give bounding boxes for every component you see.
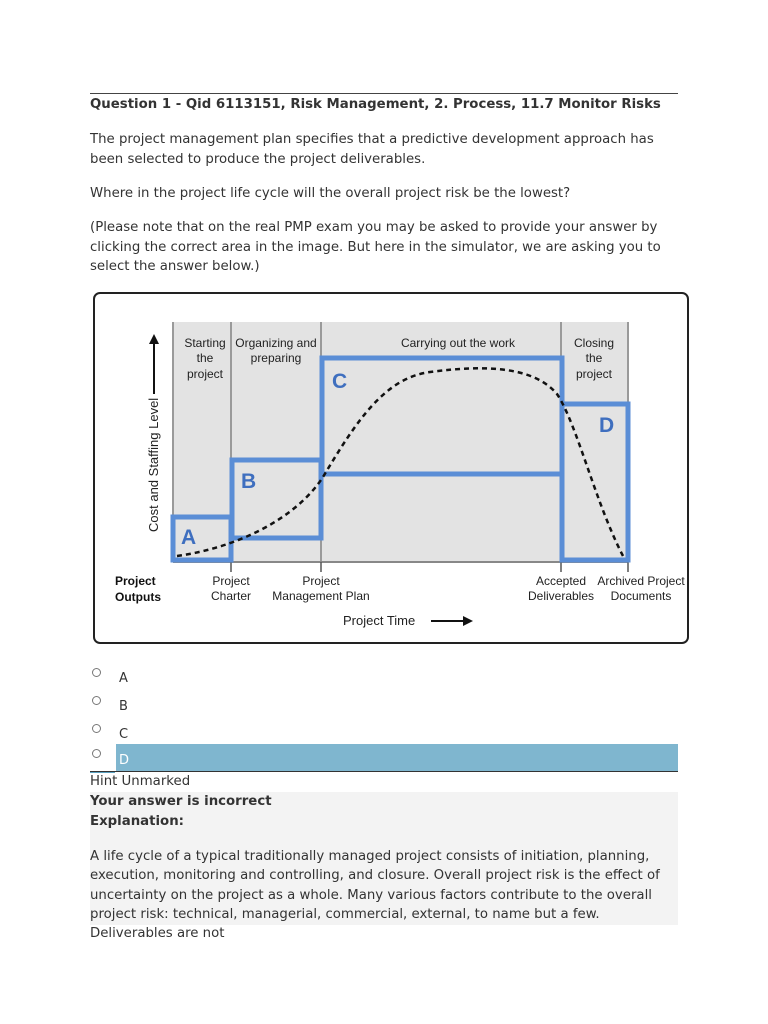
option-c[interactable] — [90, 719, 678, 747]
phase-label: the — [196, 351, 214, 365]
option-label: C — [119, 727, 129, 742]
output-label: Documents — [610, 589, 672, 603]
project-life-cycle-figure — [93, 292, 689, 644]
output-label: Accepted — [535, 574, 587, 588]
radio-button[interactable] — [92, 696, 101, 705]
y-axis-arrowhead — [149, 334, 159, 344]
output-label: Archived Project — [597, 574, 685, 588]
option-a[interactable] — [90, 663, 678, 691]
box-b-label: B — [241, 470, 257, 493]
option-label: B — [119, 699, 128, 714]
question-title: Question 1 - Qid 6113151, Risk Management, 2. Process, 11.7 Monitor Risks — [90, 97, 661, 112]
output-label: Project — [302, 574, 340, 588]
box-a-label: A — [181, 526, 197, 549]
option-label: D — [119, 753, 130, 768]
phase-label: Closing — [573, 336, 615, 350]
top-rule — [90, 93, 678, 94]
explanation-text: A life cycle of a typical traditionally managed project consists of initiation, planning, execution, monitoring and controlling, and closure. Overall project risk is the effect of uncertainty on the project as a whole. Many various factors contribute to the overall project risk: technical, managerial, commercial, external, to name but a few. Deliverables are not — [90, 849, 660, 942]
selected-highlight — [116, 744, 678, 772]
radio-button[interactable] — [92, 724, 101, 733]
output-label: Project — [212, 574, 250, 588]
x-axis-label: Project Time — [343, 613, 416, 628]
answer-status: Your answer is incorrect — [90, 794, 272, 809]
feedback-panel — [90, 792, 678, 942]
phase-label: the — [585, 351, 603, 365]
y-axis-label: Cost and Staffing Level — [146, 397, 161, 532]
box-d-label: D — [599, 414, 615, 437]
radio-button[interactable] — [92, 668, 101, 677]
phase-label: Carrying out the work — [400, 336, 516, 350]
outputs-heading: Outputs — [115, 590, 161, 604]
option-label: A — [119, 671, 128, 686]
output-label: Management Plan — [272, 589, 370, 603]
explanation-heading: Explanation: — [90, 814, 184, 829]
phase-label: Organizing and — [235, 336, 317, 350]
life-cycle-diagram — [95, 294, 691, 646]
phase-label: Starting — [184, 336, 226, 350]
question-note: (Please note that on the real PMP exam you may be asked to provide your answer by clicking the correct area in the image. But here in the simulator, we are asking you to select the answer below.) — [90, 220, 661, 274]
phase-label: project — [186, 367, 224, 381]
radio-button[interactable] — [92, 749, 101, 758]
x-axis-arrowhead — [463, 616, 473, 626]
question-prompt: Where in the project life cycle will the overall project risk be the lowest? — [90, 186, 571, 201]
output-label: Charter — [210, 589, 252, 603]
outputs-heading: Project — [115, 574, 156, 588]
question-paragraph: The project management plan specifies that a predictive development approach has been selected to produce the project deliverables. — [90, 132, 654, 167]
box-c-label: C — [332, 370, 348, 393]
phase-label: preparing — [250, 351, 302, 365]
hint-status: Hint Unmarked — [90, 774, 191, 789]
phase-label: project — [575, 367, 613, 381]
option-b[interactable] — [90, 691, 678, 719]
output-label: Deliverables — [527, 589, 595, 603]
option-d[interactable] — [90, 744, 678, 772]
options-divider — [90, 771, 678, 772]
